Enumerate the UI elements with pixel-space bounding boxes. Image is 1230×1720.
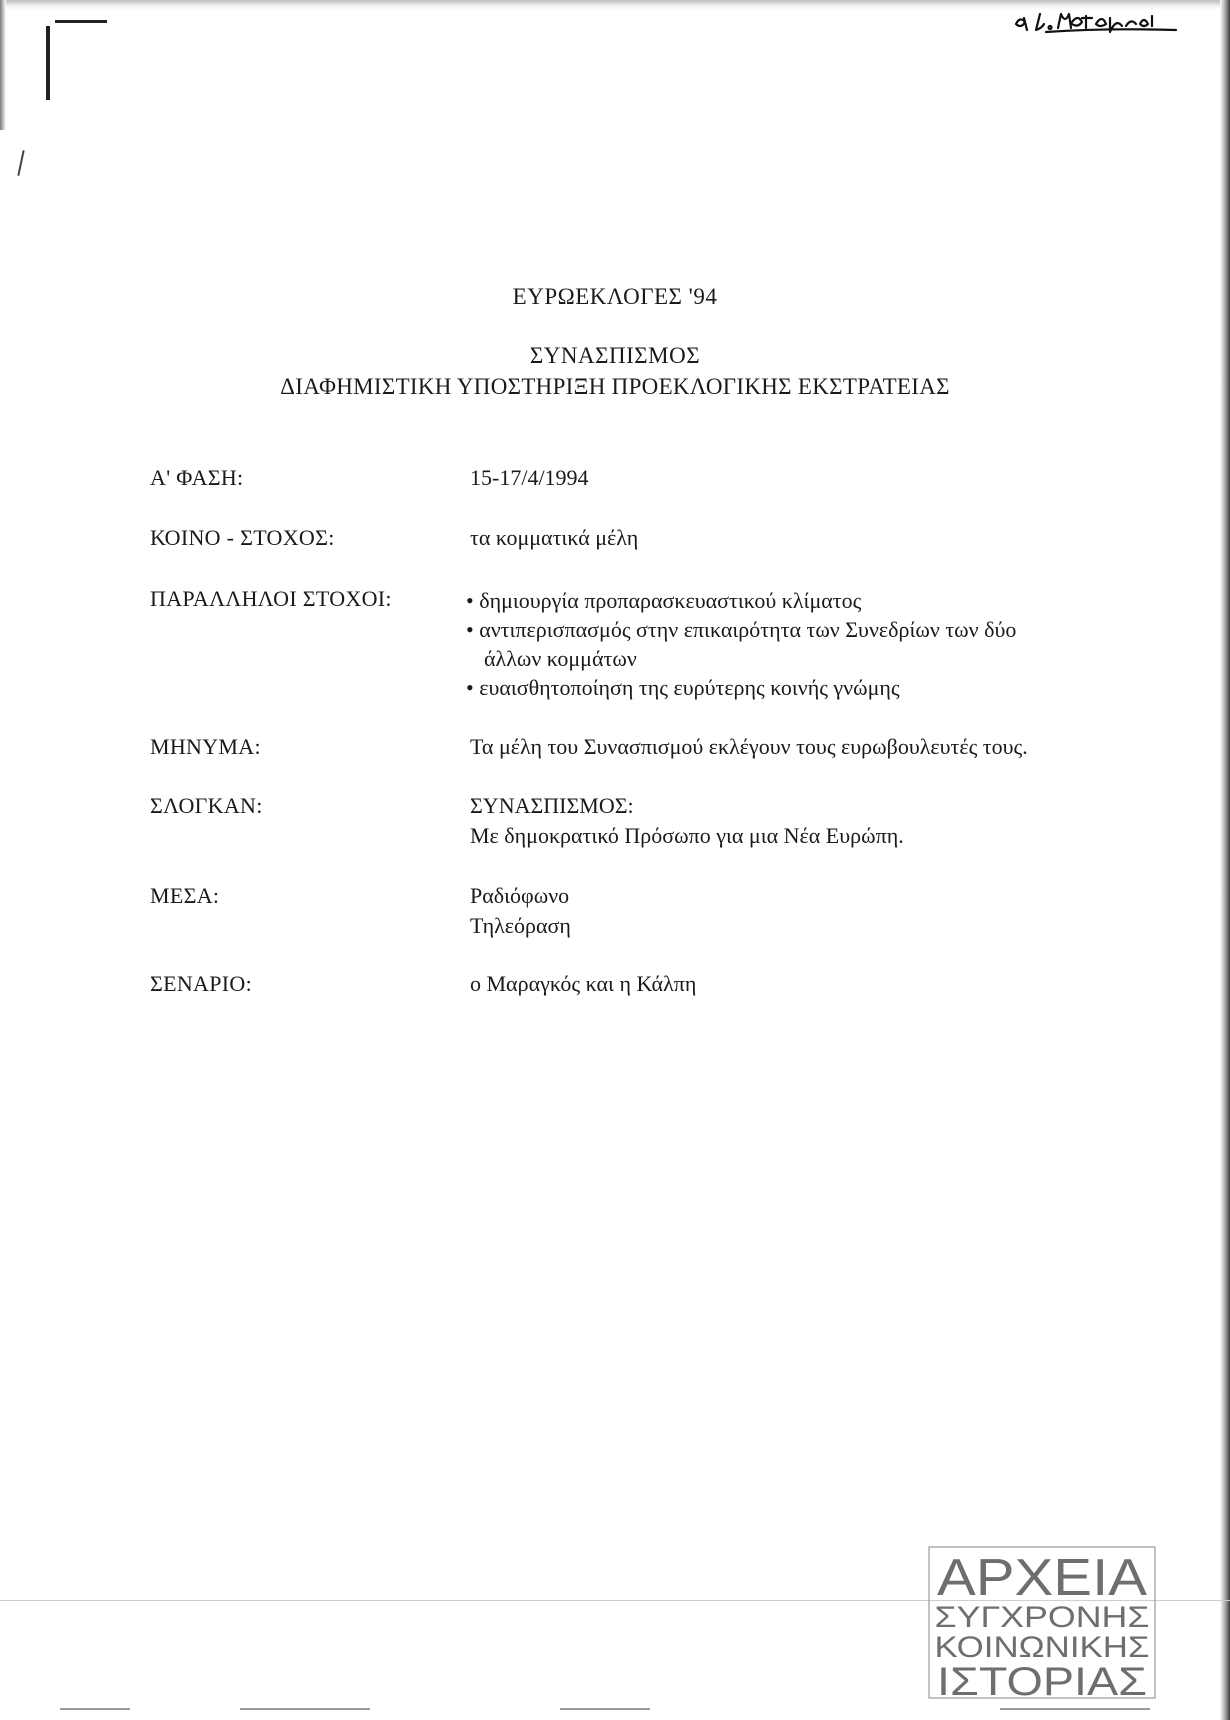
- document-title: ΕΥΡΩΕΚΛΟΓΕΣ '94: [512, 284, 718, 309]
- slogan-label: ΣΛΟΓΚΑΝ:: [150, 793, 263, 818]
- organization-name: ΣΥΝΑΣΠΙΣΜΟΣ: [529, 343, 701, 368]
- scan-edge-left: [0, 0, 6, 130]
- stamp-line-3: ΚΟΙΝΩΝΙΚΗΣ: [934, 1631, 1150, 1664]
- media-item: Ραδιόφωνο: [470, 883, 570, 908]
- scan-bottom-mark: [560, 1708, 650, 1710]
- slogan-value: [470, 791, 904, 851]
- phase-label: Α' ΦΑΣΗ:: [150, 465, 244, 490]
- document-subtitle: ΔΙΑΦΗΜΙΣΤΙΚΗ ΥΠΟΣΤΗΡΙΞΗ ΠΡΟΕΚΛΟΓΙΚΗΣ ΕΚΣΤΡΑΤΕΙΑΣ: [280, 374, 950, 399]
- stamp-line-1: ΑΡΧΕΙΑ: [937, 1549, 1148, 1607]
- message-label: ΜΗΝΥΜΑ:: [150, 734, 261, 759]
- list-item: • ευαισθητοποίηση της ευρύτερης κοινής γνώμης: [466, 675, 900, 700]
- parallel-goals-label: ΠΑΡΑΛΛΗΛΟΙ ΣΤΟΧΟΙ:: [150, 586, 392, 611]
- scan-bottom-mark: [1000, 1708, 1150, 1710]
- scan-edge-right: [1220, 0, 1230, 1720]
- list-item: • δημιουργία προπαρασκευαστικού κλίματος: [466, 588, 862, 613]
- archive-stamp: [927, 1545, 1157, 1700]
- list-item-continuation: άλλων κομμάτων: [484, 646, 637, 671]
- media-item: Τηλεόραση: [470, 913, 571, 938]
- phase-value: 15-17/4/1994: [470, 465, 589, 490]
- stamp-line-4: ΙΣΤΟΡΙΑΣ: [937, 1660, 1147, 1700]
- pen-tick-mark: [17, 150, 24, 176]
- stamp-line-2: ΣΥΓΧΡΟΝΗΣ: [934, 1601, 1150, 1634]
- list-item: • αντιπερισπασμός στην επικαιρότητα των Συνεδρίων των δύο: [466, 617, 1017, 642]
- scan-bottom-mark: [60, 1708, 130, 1710]
- corner-mark-vertical: [46, 26, 50, 100]
- scenario-value: ο Μαραγκός και η Κάλπη: [470, 971, 697, 996]
- audience-label: ΚΟΙΝΟ - ΣΤΟΧΟΣ:: [150, 525, 335, 550]
- parallel-goals-list: [466, 586, 1016, 702]
- audience-value: τα κομματικά μέλη: [470, 525, 639, 550]
- scenario-label: ΣΕΝΑΡΙΟ:: [150, 971, 252, 996]
- handwritten-note: [1010, 6, 1182, 34]
- corner-mark-horizontal: [55, 20, 107, 23]
- scan-bottom-mark: [240, 1708, 370, 1710]
- media-label: ΜΕΣΑ:: [150, 883, 220, 908]
- slogan-line: ΣΥΝΑΣΠΙΣΜΟΣ:: [470, 793, 634, 818]
- message-value: Τα μέλη του Συνασπισμού εκλέγουν τους ευρωβουλευτές τους.: [470, 734, 1028, 759]
- media-value: [470, 881, 571, 941]
- slogan-line: Με δημοκρατικό Πρόσωπο για μια Νέα Ευρώπη.: [470, 823, 904, 848]
